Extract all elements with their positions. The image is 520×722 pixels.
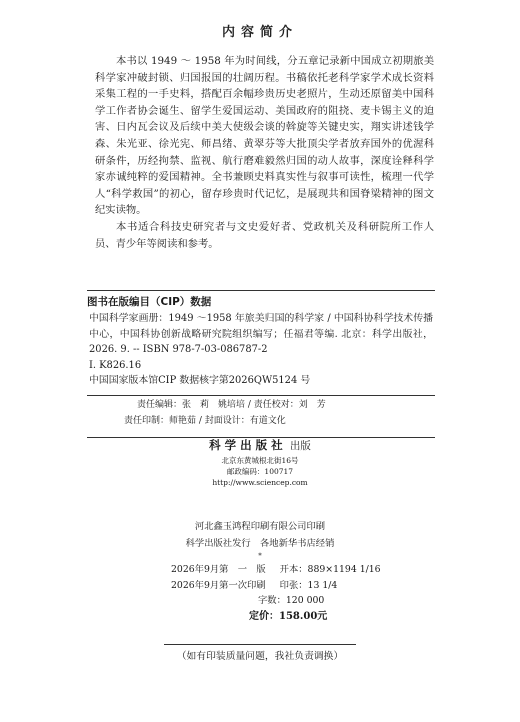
separator-star: * [258, 552, 262, 560]
publisher-name: 科学出版社 [209, 438, 287, 452]
cip-classification: Ⅰ. K826.16 [89, 359, 142, 371]
cip-block [87, 290, 435, 396]
printer-name: 河北鑫玉鸿程印刷有限公司印刷 [194, 521, 326, 532]
publisher-address: 北京东黄城根北街16号 [221, 456, 299, 465]
book-specs [171, 562, 381, 624]
summary-paragraph-2: 本书适合科技史研究者与文史爱好者、党政机关及科研院所工作人员、青少年等阅读和参考。 [95, 220, 434, 250]
format-info: 开本：889×1194 1/16 [279, 564, 381, 575]
cip-record-body: 中国科学家画册：1949 ～1958 年旅美归国的科学家 / 中国科协科学技术传播中心，中国科协创新战略研究院组织编写；任福君等编. 北京：科学出版社，2026. 9. -- ISBN 978-7-03-086787-2 [89, 313, 433, 355]
publisher-line [0, 438, 520, 454]
page-title: 内容简介 [221, 25, 298, 40]
credits-editors: 责任编辑：张 莉 姚培培 / 责任校对：刘 芳 [137, 400, 326, 410]
publisher-address-block [0, 455, 520, 488]
impression-info: 2026年9月第一次印刷 [171, 579, 266, 591]
price: 定价：158.00元 [249, 610, 328, 622]
edition-info: 2026年9月第 一 版 [171, 564, 266, 575]
publisher-website: http://www.sciencep.com [212, 478, 308, 487]
notice-divider [164, 644, 356, 645]
sheets-info: 印张：13 1/4 [279, 579, 338, 591]
summary-paragraph-1: 本书以 1949 ～ 1958 年为时间线，分五章记录新中国成立初期旅美科学家冲破封锁、归国报国的壮阔历程。书稿依托老科学家学术成长资料采集工程的一手史料，搭配百余幅珍贵历史老照片，生动还原留美中国科学工作者协会诞生、留学生爱国运动、美国政府的阻挠、麦卡锡主义的迫害、日内瓦会议及后续中美大使级会谈的斡旋等关键史实，翔实讲述钱学森、朱光亚、徐光宪、师昌绪、黄翠芬等大批顶尖学者放弃国外的优渥科研条件，历经拘禁、监视、航行磨难毅然归国的动人故事，深度诠释科学家赤诚纯粹的爱国精神。全书兼顾史料真实性与叙事可读性，梳理一代学人“科学救国”的初心，留存珍贵时代记忆，是展现共和国脊梁精神的图文纪实读物。 [95, 55, 434, 217]
word-count: 字数：120 000 [258, 595, 325, 606]
specs-row-edition [171, 562, 381, 578]
quality-notice: （如有印装质量问题，我社负责调换） [176, 651, 344, 662]
printing-info [0, 518, 520, 552]
distribution-info: 科学出版社发行 各地新华书店经销 [185, 538, 335, 549]
specs-row-impression [171, 578, 381, 594]
publisher-postcode: 邮政编码：100717 [226, 467, 294, 476]
cip-title: 图书在版编目（CIP）数据 [87, 296, 212, 308]
publisher-suffix: 出版 [289, 440, 311, 452]
credits-production: 责任印制：师艳茹 / 封面设计：有道文化 [124, 416, 286, 426]
editorial-credits [87, 397, 435, 438]
summary-text [95, 53, 434, 252]
cip-record-number: 中国国家版本馆CIP 数据核字第2026QW5124 号 [89, 375, 311, 386]
